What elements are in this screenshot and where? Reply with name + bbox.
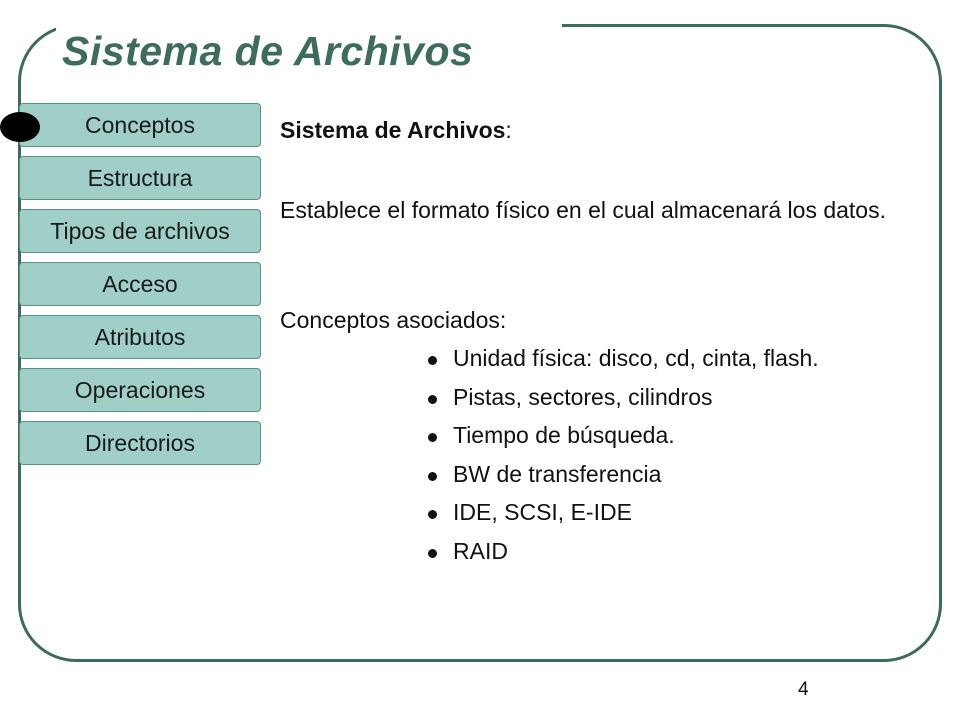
bullet-icon bbox=[428, 433, 437, 442]
list-item bbox=[428, 459, 819, 498]
nav-item-directorios[interactable]: Directorios bbox=[19, 421, 261, 465]
list-item bbox=[428, 420, 819, 459]
bullet-icon bbox=[428, 510, 437, 519]
list-item bbox=[428, 497, 819, 536]
bullet-icon bbox=[428, 356, 437, 365]
nav-item-operaciones[interactable]: Operaciones bbox=[19, 368, 261, 412]
nav-item-tipos-de-archivos[interactable]: Tipos de archivos bbox=[19, 209, 261, 253]
definition-paragraph: Establece el formato físico en el cual almacenará los datos. bbox=[280, 197, 886, 223]
list-item-text: IDE, SCSI, E-IDE bbox=[453, 499, 632, 525]
list-item bbox=[428, 536, 819, 575]
nav-item-acceso[interactable]: Acceso bbox=[19, 262, 261, 306]
concepts-list bbox=[428, 343, 819, 574]
page-number: 4 bbox=[798, 679, 809, 700]
list-item bbox=[428, 382, 819, 421]
list-item bbox=[428, 343, 819, 382]
nav-item-estructura[interactable]: Estructura bbox=[19, 156, 261, 200]
active-indicator-dot bbox=[0, 112, 40, 142]
list-item-text: RAID bbox=[453, 537, 508, 564]
content-heading-colon: : bbox=[505, 117, 512, 143]
list-item-text: Unidad física: disco, cd, cinta, flash. bbox=[453, 345, 819, 371]
list-item-text: Pistas, sectores, cilindros bbox=[453, 383, 713, 410]
content-heading-bold: Sistema de Archivos bbox=[280, 117, 506, 143]
slide-title: Sistema de Archivos bbox=[62, 28, 474, 74]
list-intro: Conceptos asociados: bbox=[280, 307, 507, 333]
nav-item-atributos[interactable]: Atributos bbox=[19, 315, 261, 359]
content-heading bbox=[280, 115, 512, 146]
bullet-icon bbox=[428, 472, 437, 481]
list-item-text: BW de transferencia bbox=[453, 460, 662, 487]
bullet-icon bbox=[428, 549, 437, 558]
nav-item-conceptos[interactable]: Conceptos bbox=[19, 103, 261, 147]
list-item-text: Tiempo de búsqueda. bbox=[453, 422, 675, 448]
bullet-icon bbox=[428, 395, 437, 404]
